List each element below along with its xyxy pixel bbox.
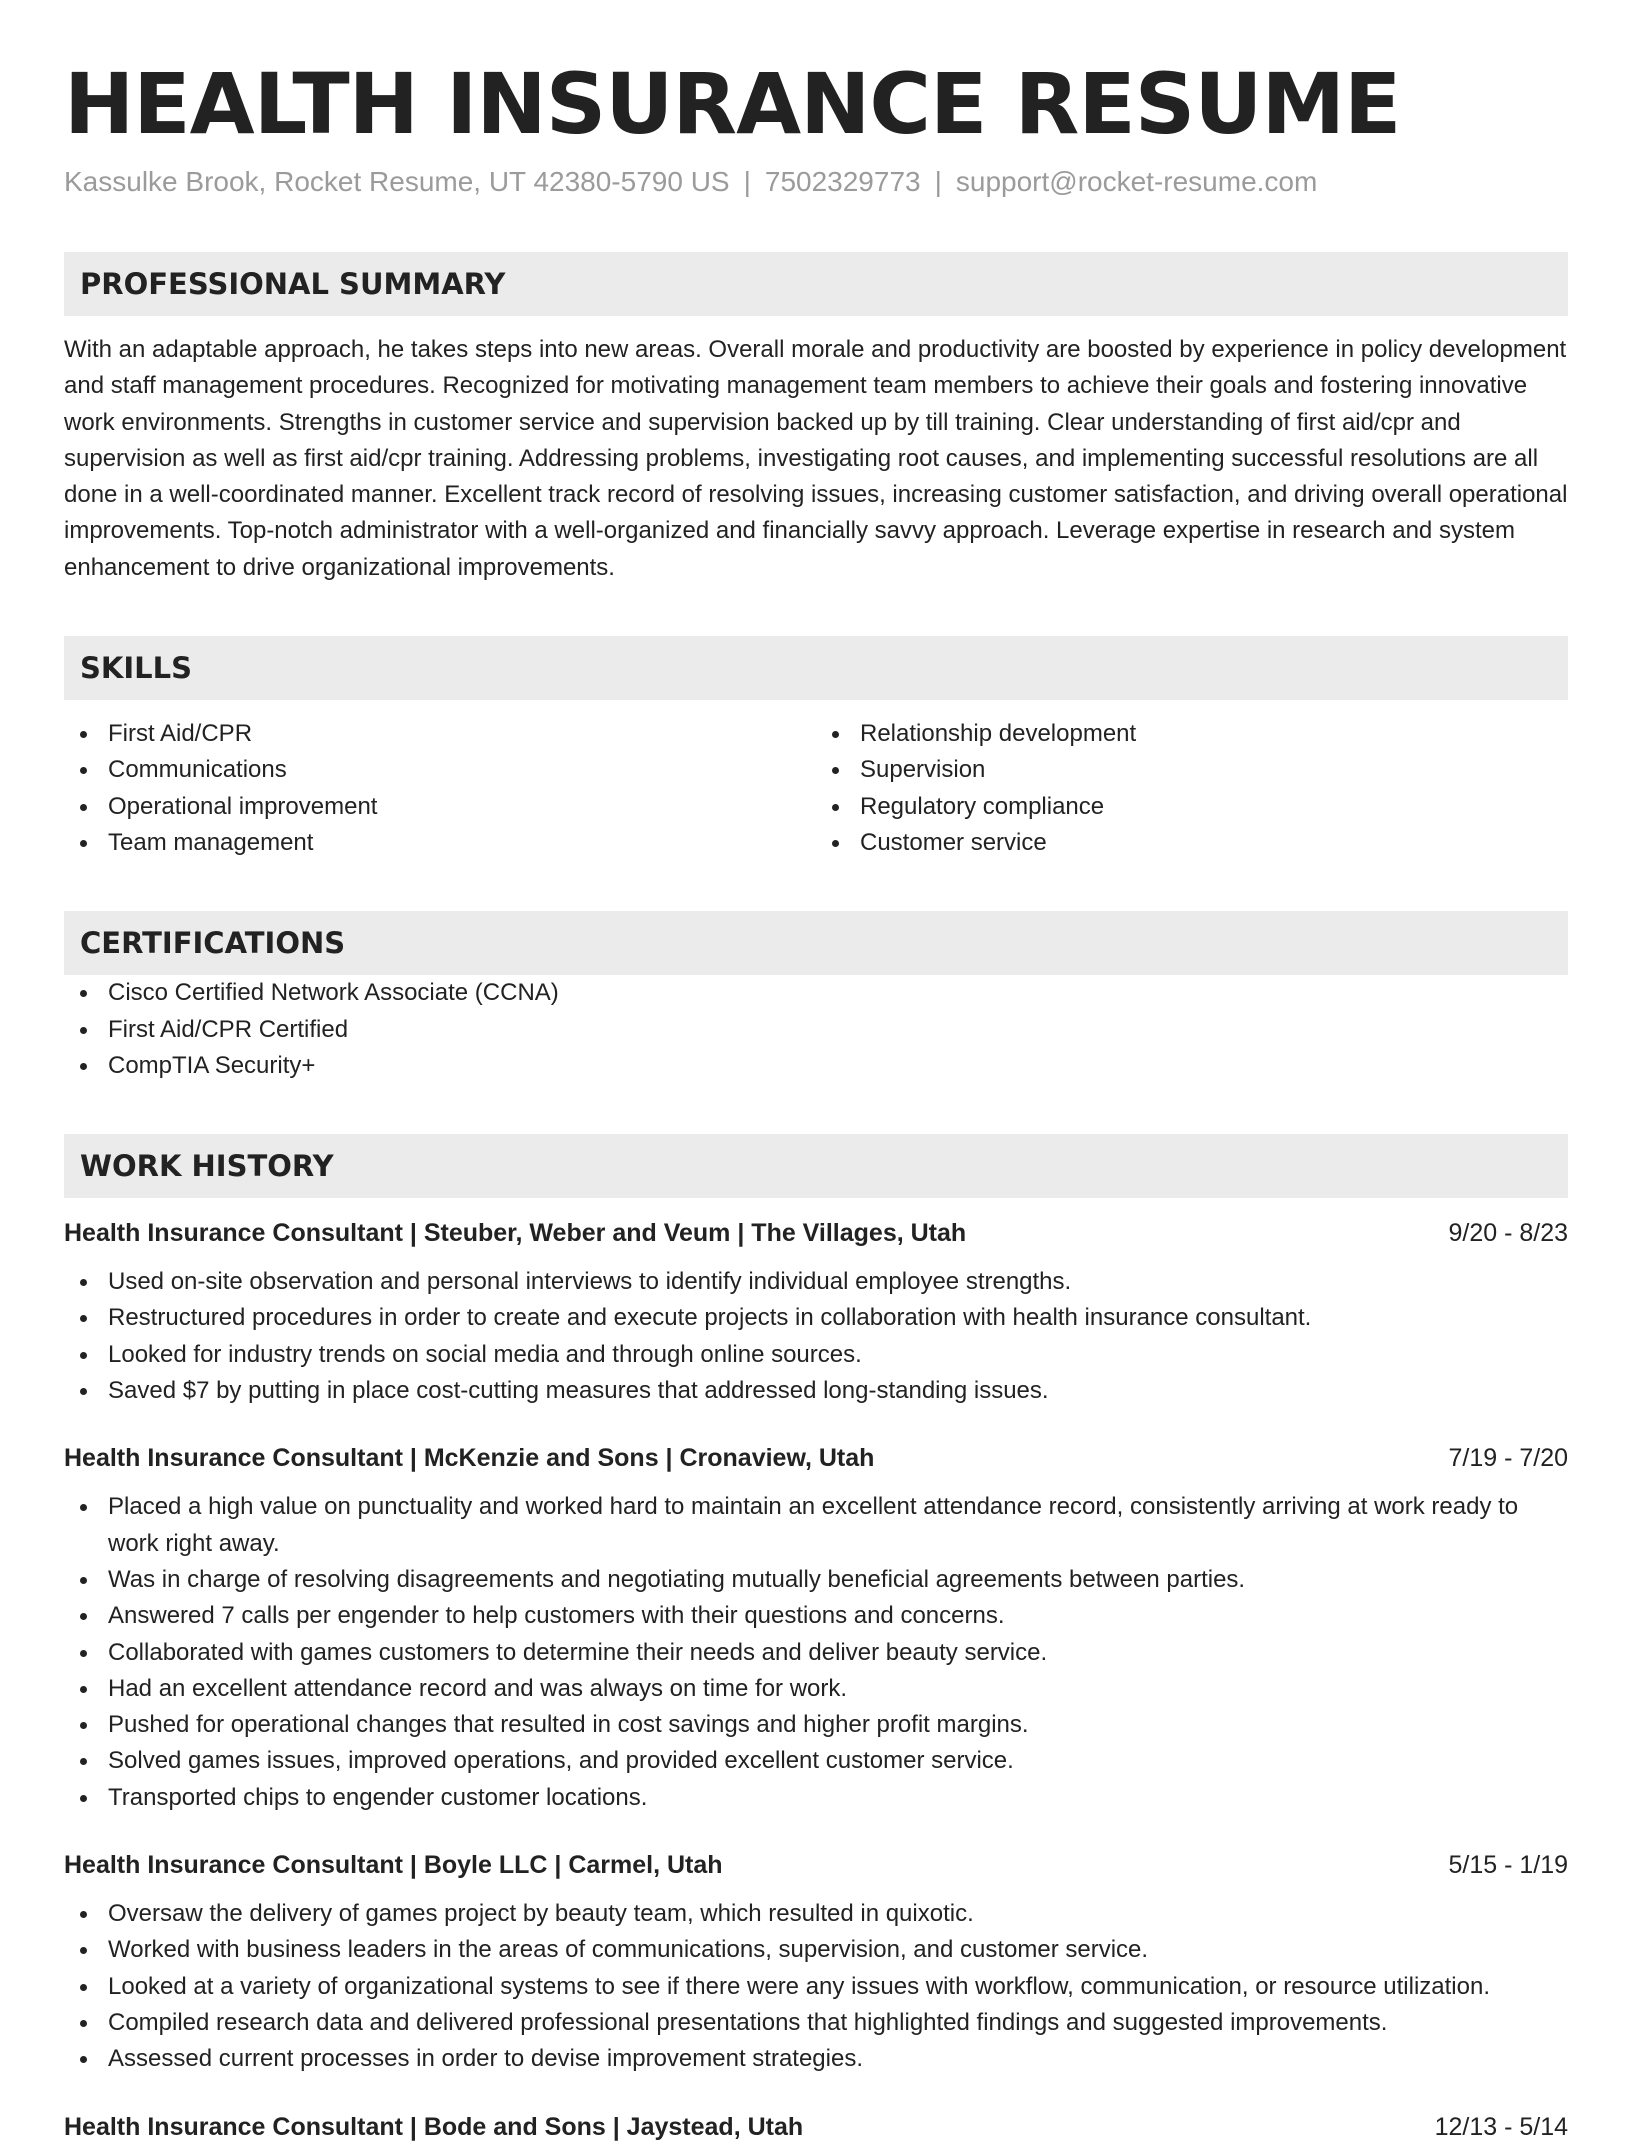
job-bullets bbox=[64, 1896, 1568, 2077]
job-bullet: Answered 7 calls per engender to help customers with their questions and concerns. bbox=[64, 1598, 1568, 1634]
job-bullets bbox=[64, 1489, 1568, 1816]
job-bullet: Looked for industry trends on social media and through online sources. bbox=[64, 1337, 1568, 1373]
job-bullet: Collaborated with games customers to determine their needs and deliver beauty service. bbox=[64, 1635, 1568, 1671]
job-bullet: Was in charge of resolving disagreements and negotiating mutually beneficial agreements between parties. bbox=[64, 1562, 1568, 1598]
skill-item: Regulatory compliance bbox=[816, 789, 1568, 825]
section-header-work-history: WORK HISTORY bbox=[64, 1134, 1568, 1198]
job-title: Health Insurance Consultant | Boyle LLC | Carmel, Utah bbox=[64, 1851, 723, 1880]
job-title: Health Insurance Consultant | McKenzie and Sons | Cronaview, Utah bbox=[64, 1444, 875, 1473]
skills-list-left bbox=[64, 716, 816, 861]
job-bullets bbox=[64, 1264, 1568, 1409]
job-bullet: Oversaw the delivery of games project by beauty team, which resulted in quixotic. bbox=[64, 1896, 1568, 1932]
job-dates: 7/19 - 7/20 bbox=[1448, 1444, 1568, 1473]
job-bullet: Restructured procedures in order to create and execute projects in collaboration with health insurance consultant. bbox=[64, 1300, 1568, 1336]
skill-item: Supervision bbox=[816, 752, 1568, 788]
skill-item: First Aid/CPR bbox=[64, 716, 816, 752]
job-dates: 12/13 - 5/14 bbox=[1434, 2112, 1568, 2141]
job-bullet: Transported chips to engender customer locations. bbox=[64, 1780, 1568, 1816]
resume-content bbox=[64, 55, 1568, 2144]
job-entry bbox=[64, 1441, 1568, 1816]
contact-line bbox=[64, 164, 1568, 200]
skill-item: Customer service bbox=[816, 825, 1568, 861]
section-header-skills: SKILLS bbox=[64, 636, 1568, 700]
skill-item: Relationship development bbox=[816, 716, 1568, 752]
job-title: Health Insurance Consultant | Bode and Sons | Jaystead, Utah bbox=[64, 2112, 804, 2141]
skills-grid bbox=[64, 716, 1568, 861]
certification-item: First Aid/CPR Certified bbox=[64, 1012, 1568, 1048]
professional-summary-text: With an adaptable approach, he takes steps into new areas. Overall morale and productivity are boosted by experience in policy development and staff management procedures. Recognized for motivating management team members to achieve their goals and fostering innovative work environments. Strengths in customer service and supervision backed up by till training. Clear understanding of first aid/cpr and supervision as well as first aid/cpr training. Addressing problems, investigating root causes, and implementing successful resolutions are all done in a well-coordinated manner. Excellent track record of resolving issues, increasing customer satisfaction, and driving overall operational improvements. Top-notch administrator with a well-organized and financially savvy approach. Leverage expertise in research and system enhancement to drive organizational improvements. bbox=[64, 336, 1568, 581]
section-header-certifications: CERTIFICATIONS bbox=[64, 911, 1568, 975]
job-bullet: Compiled research data and delivered professional presentations that highlighted findings and suggested improvements. bbox=[64, 2005, 1568, 2041]
skills-list-right bbox=[816, 716, 1568, 861]
job-header bbox=[64, 1441, 1568, 1475]
job-bullet: Worked with business leaders in the areas of communications, supervision, and customer service. bbox=[64, 1932, 1568, 1968]
contact-separator: | bbox=[743, 166, 751, 197]
skill-item: Operational improvement bbox=[64, 789, 816, 825]
contact-separator: | bbox=[934, 166, 942, 197]
job-bullet: Used on-site observation and personal interviews to identify individual employee strengths. bbox=[64, 1264, 1568, 1300]
job-bullet: Saved $7 by putting in place cost-cutting measures that addressed long-standing issues. bbox=[64, 1373, 1568, 1409]
skill-item: Communications bbox=[64, 752, 816, 788]
certification-item: Cisco Certified Network Associate (CCNA) bbox=[64, 975, 1568, 1011]
job-title: Health Insurance Consultant | Steuber, Weber and Veum | The Villages, Utah bbox=[64, 1219, 967, 1248]
job-bullet: Looked at a variety of organizational systems to see if there were any issues with workflow, communication, or resource utilization. bbox=[64, 1969, 1568, 2005]
job-entry bbox=[64, 2110, 1568, 2144]
job-bullet: Assessed current processes in order to devise improvement strategies. bbox=[64, 2041, 1568, 2077]
certification-item: CompTIA Security+ bbox=[64, 1048, 1568, 1084]
job-header bbox=[64, 1216, 1568, 1250]
job-bullet: Had an excellent attendance record and was always on time for work. bbox=[64, 1671, 1568, 1707]
contact-address: Kassulke Brook, Rocket Resume, UT 42380-5790 US bbox=[64, 166, 730, 197]
contact-phone: 7502329773 bbox=[764, 166, 921, 197]
skills-column-left bbox=[64, 716, 816, 861]
job-dates: 9/20 - 8/23 bbox=[1448, 1219, 1568, 1248]
skill-item: Team management bbox=[64, 825, 816, 861]
contact-email: support@rocket-resume.com bbox=[955, 166, 1318, 197]
job-entry bbox=[64, 1848, 1568, 2077]
job-bullet: Solved games issues, improved operations, and provided excellent customer service. bbox=[64, 1743, 1568, 1779]
job-bullet: Pushed for operational changes that resulted in cost savings and higher profit margins. bbox=[64, 1707, 1568, 1743]
job-entry bbox=[64, 1216, 1568, 1409]
job-bullet: Placed a high value on punctuality and worked hard to maintain an excellent attendance record, consistently arriving at work ready to work right away. bbox=[64, 1489, 1568, 1562]
certifications-list bbox=[64, 975, 1568, 1084]
resume-title: HEALTH INSURANCE RESUME bbox=[64, 55, 1401, 153]
job-dates: 5/15 - 1/19 bbox=[1448, 1851, 1568, 1880]
job-header bbox=[64, 2110, 1568, 2144]
section-header-summary: PROFESSIONAL SUMMARY bbox=[64, 252, 1568, 316]
skills-column-right bbox=[816, 716, 1568, 861]
job-header bbox=[64, 1848, 1568, 1882]
